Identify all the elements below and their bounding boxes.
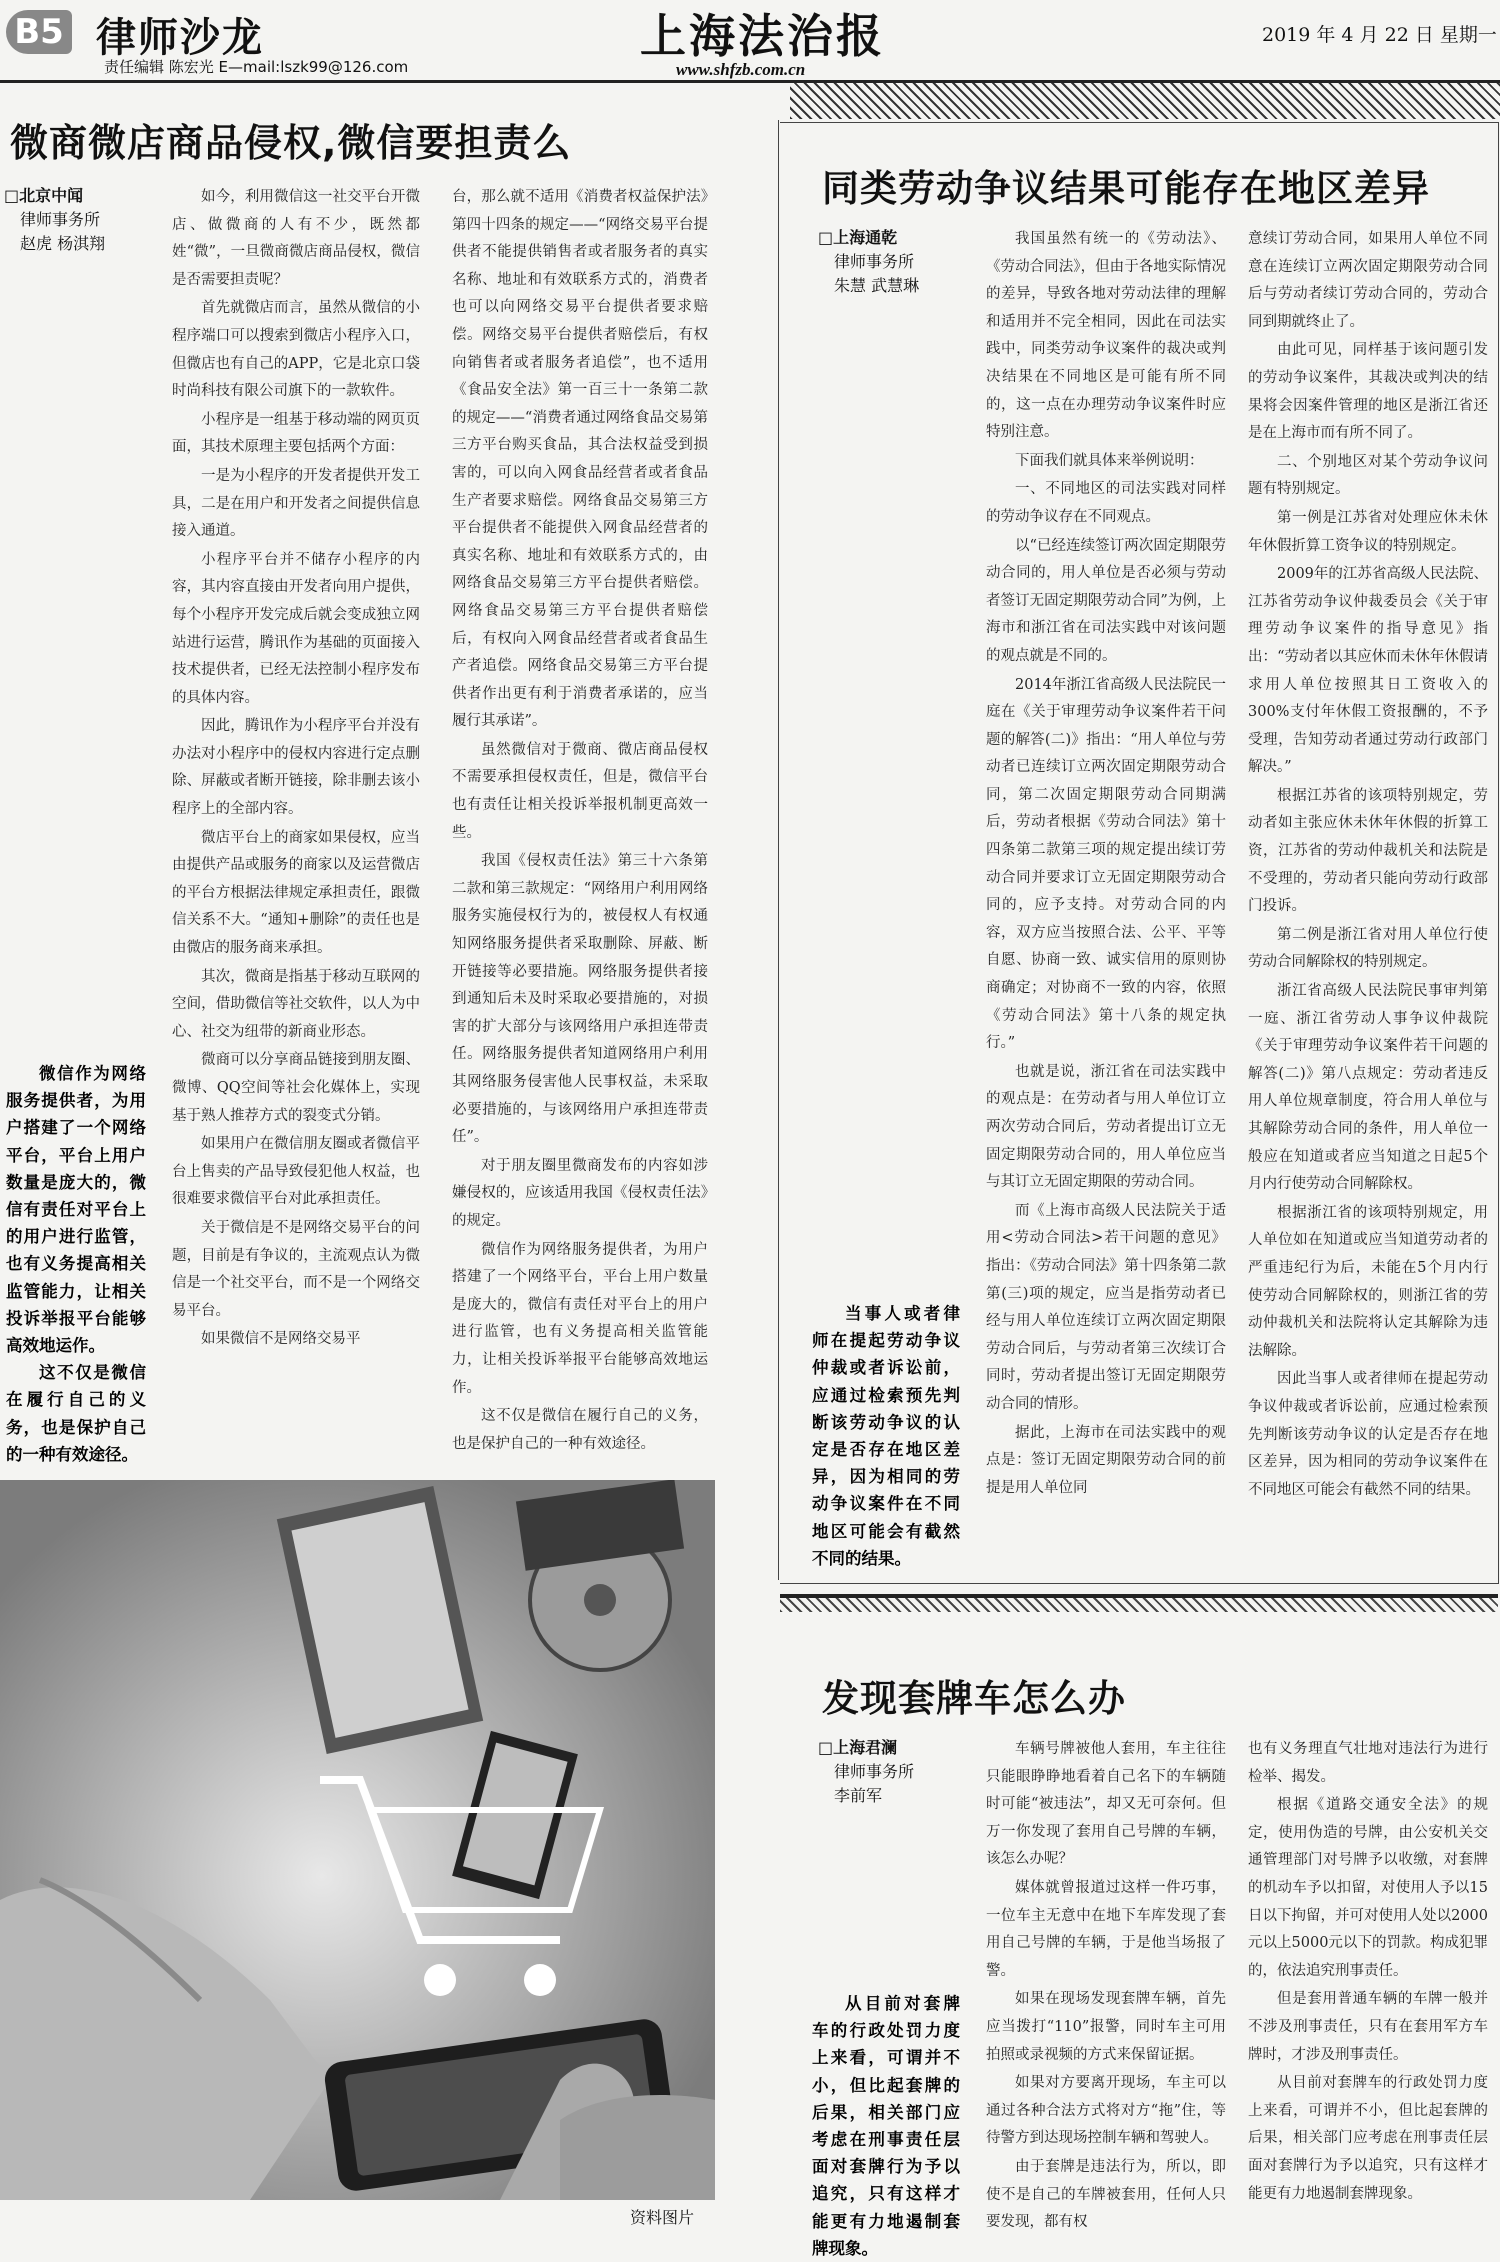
- pull-quote-paragraph: 微信作为网络服务提供者，为用户搭建了一个网络平台，平台上用户数量是庞大的，微信有责任对平台上的用户进行监管，也有义务提高相关监管能力，让相关投诉举报平台能够高效地运作。: [6, 1064, 146, 1356]
- article1-column-1: [172, 184, 420, 1355]
- paragraph: 据此，上海市在司法实践中的观点是：签订无固定期限劳动合同的前提是用人单位同: [986, 1424, 1226, 1496]
- paragraph: 台，那么就不适用《消费者权益保护法》第四十四条的规定——“网络交易平台提供者不能提供销售者或者服务者的真实名称、地址和有效联系方式的，消费者也可以向网络交易平台提供者要求赔偿。网络交易平台提供者赔偿后，有权向销售者或者服务者追偿”，也不适用《食品安全法》第一百三十一条第二款的规定——“消费者通过网络食品交易第三方平台购买食品，其合法权益受到损害的，可以向入网食品经营者或者食品生产者要求赔偿。网络食品交易第三方平台提供者不能提供入网食品经营者的真实名称、地址和有效联系方式的，由网络食品交易第三方平台提供者赔偿。网络食品交易第三方平台提供者赔偿后，有权向入网食品经营者或者食品生产者追偿。网络食品交易第三方平台提供者作出更有利于消费者承诺的，应当履行其承诺”。: [452, 189, 708, 730]
- paragraph: 车辆号牌被他人套用，车主往往只能眼睁睁地看着自己名下的车辆随时可能“被违法”，却又无可奈何。但万一你发现了套用自己号牌的车辆，该怎么办呢？: [986, 1741, 1226, 1868]
- photo-illustration: [0, 1480, 715, 2200]
- article-photo: [0, 1480, 715, 2200]
- article3-headline: 发现套牌车怎么办: [822, 1677, 1126, 1720]
- paragraph: 也就是说，浙江省在司法实践中的观点是：在劳动者与用人单位订立两次劳动合同后，劳动者提出订立无固定期限劳动合同的，用人单位应当与其订立无固定期限的劳动合同。: [986, 1063, 1226, 1191]
- paragraph: 由此可见，同样基于该问题引发的劳动争议案件，其裁决或判决的结果将会因案件管理的地区是浙江省还是在上海市而有所不同了。: [1248, 342, 1488, 442]
- paragraph: 根据江苏省的该项特别规定，劳动者如主张应休未休年休假的折算工资，江苏省的劳动仲裁机关和法院是不受理的，劳动者只能向劳动行政部门投诉。: [1248, 787, 1488, 915]
- paragraph: 小程序平台并不储存小程序的内容，其内容直接由开发者向用户提供，每个小程序开发完成后就会变成独立网站进行运营，腾讯作为基础的页面接入技术提供者，已经无法控制小程序发布的具体内容。: [172, 551, 420, 706]
- paragraph: 二、个别地区对某个劳动争议问题有特别规定。: [1248, 453, 1488, 498]
- paragraph: 首先就微店而言，虽然从微信的小程序端口可以搜索到微店小程序入口，但微店也有自己的APP，它是北京口袋时尚科技有限公司旗下的一款软件。: [172, 300, 420, 400]
- photo-caption: 资料图片: [630, 2208, 695, 2227]
- paragraph: 虽然微信对于微商、微店商品侵权不需要承担侵权责任，但是，微信平台也有责任让相关投诉举报机制更高效一些。: [452, 741, 708, 841]
- article3-hatch-bar: [780, 1598, 1498, 1612]
- byline-firm-type: 律师事务所: [834, 252, 915, 271]
- byline-authors: 赵虎 杨淇翔: [20, 234, 106, 253]
- article1-byline: [4, 184, 105, 256]
- paragraph: 一是为小程序的开发者提供开发工具，二是在用户和开发者之间提供信息接入通道。: [172, 467, 420, 540]
- paragraph: 因此，腾讯作为小程序平台并没有办法对小程序中的侵权内容进行定点删除、屏蔽或者断开链接，除非删去该小程序上的全部内容。: [172, 718, 420, 818]
- paragraph: 小程序是一组基于移动端的网页页面，其技术原理主要包括两个方面：: [172, 411, 420, 456]
- paragraph: 如果在现场发现套牌车辆，首先应当拨打“110”报警，同时车主可用拍照或录视频的方式来保留证据。: [986, 1991, 1226, 2063]
- paragraph: 而《上海市高级人民法院关于适用<劳动合同法>若干问题的意见》指出：《劳动合同法》第十四条第二款第(三)项的规定，应当是指劳动者已经与用人单位连续订立两次固定期限劳动合同后，与劳动者第三次续订合同时，劳动者提出签订无固定期限劳动合同的情形。: [986, 1202, 1226, 1412]
- paragraph: 由于套牌是违法行为，所以，即使不是自己的车牌被套用，任何人只要发现，都有权: [986, 2158, 1226, 2231]
- column-divider: [778, 120, 779, 1580]
- page-badge: B5: [6, 10, 72, 54]
- paragraph: 意续订劳动合同，如果用人单位不同意在连续订立两次固定期限劳动合同后与劳动者续订劳动合同的，劳动合同到期就终止了。: [1248, 231, 1488, 330]
- paragraph: 第一例是江苏省对处理应休未休年休假折算工资争议的特别规定。: [1248, 509, 1488, 554]
- pull-quote-paragraph: 当事人或者律师在提起劳动争议仲裁或者诉讼前，应通过检索预先判断该劳动争议的认定是否存在地区差异，因为相同的劳动争议案件在不同地区可能会有截然不同的结果。: [812, 1304, 960, 1568]
- paragraph: 对于朋友圈里微商发布的内容如涉嫌侵权的，应该适用我国《侵权责任法》的规定。: [452, 1157, 708, 1229]
- article2-byline: [818, 226, 919, 298]
- article3-byline: [818, 1736, 914, 1808]
- article3-pull-quote: [812, 1990, 960, 2262]
- paragraph: 微商可以分享商品链接到朋友圈、微博、QQ空间等社会化媒体上，实现基于熟人推荐方式的裂变式分销。: [172, 1052, 420, 1124]
- byline-firm: □北京中闻: [4, 186, 84, 205]
- paragraph: 以“已经连续签订两次固定期限劳动合同的，用人单位是否必须与劳动者签订无固定期限劳动合同”为例，上海市和浙江省在司法实践中对该问题的观点就是不同的。: [986, 537, 1226, 664]
- paragraph: 因此当事人或者律师在提起劳动争议仲裁或者诉讼前，应通过检索预先判断该劳动争议的认定是否存在地区差异，因为相同的劳动争议案件在不同地区可能会有截然不同的结果。: [1248, 1371, 1488, 1498]
- paragraph: 如果用户在微信朋友圈或者微信平台上售卖的产品导致侵犯他人权益，也很难要求微信平台对此承担责任。: [172, 1136, 420, 1208]
- byline-authors: 李前军: [834, 1786, 883, 1805]
- paragraph: 根据浙江省的该项特别规定，用人单位如在知道或应当知道劳动者的严重违纪行为后，未能在5个月内行使劳动合同解除权的，则浙江省的劳动仲裁机关和法院将认定其解除为违法解除。: [1248, 1204, 1488, 1359]
- paragraph: 微店平台上的商家如果侵权，应当由提供产品或服务的商家以及运营微店的平台方根据法律规定承担责任，跟微信关系不大。“通知+删除”的责任也是由微店的服务商来承担。: [172, 829, 420, 957]
- article2-pull-quote: [812, 1300, 960, 1572]
- pull-quote-paragraph: 这不仅是微信在履行自己的义务，也是保护自己的一种有效途径。: [6, 1363, 146, 1464]
- article1-pull-quote: [6, 1060, 146, 1468]
- paragraph: 我国《侵权责任法》第三十六条第二款和第三款规定：“网络用户利用网络服务实施侵权行为的，被侵权人有权通知网络服务提供者采取删除、屏蔽、断开链接等必要措施。网络服务提供者接到通知后未及时采取必要措施的，对损害的扩大部分与该网络用户承担连带责任。网络服务提供者知道网络用户利用其网络服务侵害他人民事权益，未采取必要措施的，与该网络用户承担连带责任”。: [452, 853, 708, 1146]
- newspaper-logo: 上海法治报: [640, 9, 885, 63]
- paragraph: 一、不同地区的司法实践对同样的劳动争议存在不同观点。: [986, 481, 1226, 525]
- paragraph: 我国虽然有统一的《劳动法》、《劳动合同法》，但由于各地实际情况的差异，导致各地对劳动法律的理解和适用并不完全相同，因此在司法实践中，同类劳动争议案件的裁决或判决结果在不同地区是可能有所不同的，这一点在办理劳动争议案件时应特别注意。: [986, 231, 1226, 441]
- paragraph: 其次，微商是指基于移动互联网的空间，借助微信等社交软件，以人为中心、社交为纽带的新商业形态。: [172, 968, 420, 1040]
- paragraph: 关于微信是不是网络交易平台的问题，目前是有争议的，主流观点认为微信是一个社交平台，而不是一个网络交易平台。: [172, 1219, 420, 1319]
- byline-firm: □上海君澜: [818, 1738, 898, 1757]
- paragraph: 2014年浙江省高级人民法院民一庭在《关于审理劳动争议案件若干问题的解答(二)》指出：“用人单位与劳动者已连续订立两次固定期限劳动合同，第二次固定期限劳动合同期满后，劳动者根据《劳动合同法》第十四条第二款第三项的规定提出续订劳动合同并要求订立无固定期限劳动合同的，应予支持。对劳动合同的内容，双方应当按照合法、公平、平等自愿、协商一致、诚实信用的原则协商确定；对协商不一致的内容，依照《劳动合同法》第十八条的规定执行。”: [986, 676, 1226, 1052]
- pull-quote-paragraph: 从目前对套牌车的行政处罚力度上来看，可谓并不小，但比起套牌的后果，相关部门应考虑在刑事责任层面对套牌行为予以追究，只有这样才能更有力地遏制套牌现象。: [812, 1994, 960, 2258]
- paragraph: 第二例是浙江省对用人单位行使劳动合同解除权的特别规定。: [1248, 926, 1488, 971]
- paragraph: 浙江省高级人民法院民事审判第一庭、浙江省劳动人事争议仲裁院《关于审理劳动争议案件若干问题的解答(二)》第八点规定：劳动者违反用人单位规章制度，符合用人单位与其解除劳动合同的条件，用人单位一般应在知道或者应当知道之日起5个月内行使劳动合同解除权。: [1248, 983, 1488, 1193]
- article3-column-2: [1248, 1736, 1488, 2209]
- paragraph: 根据《道路交通安全法》的规定，使用伪造的号牌，由公安机关交通管理部门对号牌予以收缴，对套牌的机动车予以扣留，对使用人予以15日以下拘留，并可对使用人处以2000元以上5000元以下的罚款。构成犯罪的，依法追究刑事责任。: [1248, 1797, 1488, 1979]
- article1-headline: 微商微店商品侵权,微信要担责么: [10, 121, 572, 165]
- paragraph: 也有义务理直气壮地对违法行为进行检举、揭发。: [1248, 1741, 1488, 1785]
- article3-column-1: [986, 1736, 1226, 2238]
- article2-column-2: [1248, 226, 1488, 1505]
- paragraph: 从目前对套牌车的行政处罚力度上来看，可谓并不小，但比起套牌的后果，相关部门应考虑在刑事责任层面对套牌行为予以追究，只有这样才能更有力地遏制套牌现象。: [1248, 2075, 1488, 2202]
- paragraph: 这不仅是微信在履行自己的义务，也是保护自己的一种有效途径。: [452, 1408, 708, 1452]
- paragraph: 如果对方要离开现场，车主可以通过各种合法方式将对方“拖”住，等待警方到达现场控制车辆和驾驶人。: [986, 2075, 1226, 2147]
- byline-firm-type: 律师事务所: [834, 1762, 915, 1781]
- paragraph: 媒体就曾报道过这样一件巧事，一位车主无意中在地下车库发现了套用自己号牌的车辆，于是他当场报了警。: [986, 1879, 1226, 1979]
- paragraph: 但是套用普通车辆的车牌一般并不涉及刑事责任，只有在套用军方车牌时，才涉及刑事责任。: [1248, 1991, 1488, 2063]
- section-title: 律师沙龙: [96, 15, 264, 61]
- byline-firm: □上海通乾: [818, 228, 898, 247]
- byline-authors: 朱慧 武慧琳: [834, 276, 920, 295]
- paragraph: 微信作为网络服务提供者，为用户搭建了一个网络平台，平台上用户数量是庞大的，微信有责任对平台上的用户进行监管，也有义务提高相关监管能力，让相关投诉举报平台能够高效地运作。: [452, 1241, 708, 1396]
- paragraph: 如果微信不是网络交易平: [201, 1331, 361, 1348]
- paragraph: 2009年的江苏省高级人民法院、江苏省劳动争议仲裁委员会《关于审理劳动争议案件的指导意见》指出：“劳动者以其应休而未休年休假请求用人单位按照其日工资收入的300%支付年休假工资报酬的，不予受理，告知劳动者通过劳动行政部门解决。”: [1248, 566, 1488, 776]
- byline-firm-type: 律师事务所: [20, 210, 101, 229]
- newspaper-url: www.shfzb.com.cn: [676, 60, 806, 79]
- article1-column-2: [452, 184, 708, 1459]
- issue-date: 2019 年 4 月 22 日 星期一: [1262, 24, 1497, 46]
- article2-headline: 同类劳动争议结果可能存在地区差异: [822, 167, 1430, 210]
- article2-column-1: [986, 226, 1226, 1503]
- paragraph: 下面我们就具体来举例说明：: [1015, 452, 1204, 469]
- paragraph: 如今，利用微信这一社交平台开微店、做微商的人有不少，既然都姓“微”，一旦微商微店商品侵权，微信是否需要担责呢？: [172, 189, 420, 288]
- header-hatch-bar: [790, 83, 1500, 119]
- editor-line: 责任编辑 陈宏光 E—mail:lszk99@126.com: [104, 58, 409, 76]
